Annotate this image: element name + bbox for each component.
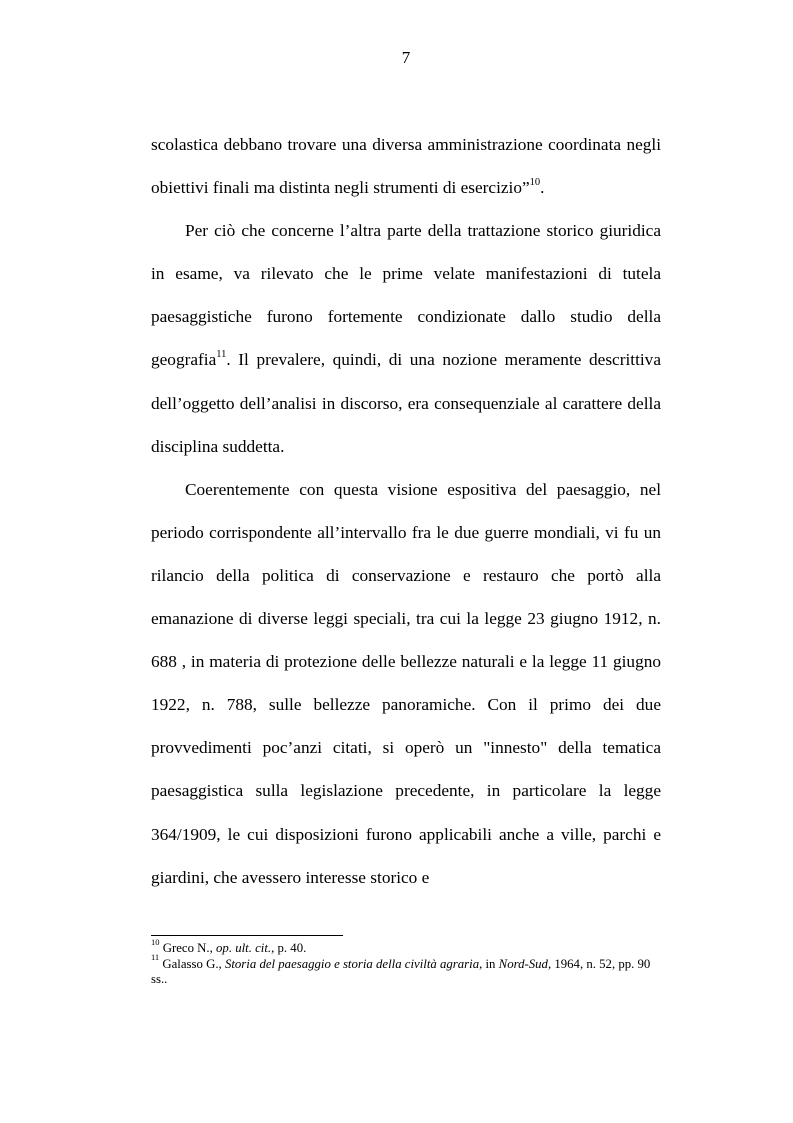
paragraph-leggi-speciali bbox=[151, 468, 661, 899]
paragraph-text: Coerentemente con questa visione espositiva del paesaggio, nel periodo corrispondente all’intervallo fra le due guerre mondiali, vi fu un rilancio della politica di conservazione e restauro che portò alla emanazione di diverse leggi speciali, tra cui la legge 23 giugno 1912, n. 688 , in materia di protezione delle bellezze naturali e la legge 11 giugno 1922, n. 788, sulle bellezze panoramiche. Con il primo dei due provvedimenti poc’anzi citati, si operò un "innesto" della tematica paesaggistica sulla legislazione precedente, in particolare la legge 364/1909, le cui disposizioni furono applicabili anche a ville, parchi e giardini, che avessero interesse storico e bbox=[151, 479, 661, 887]
footnote-separator bbox=[151, 935, 343, 936]
paragraph-geografia bbox=[151, 209, 661, 468]
footnote-rest: 1964, n. 52, pp. 90 ss.. bbox=[151, 956, 651, 987]
footnote-italic-journal: Nord-Sud, bbox=[498, 956, 552, 971]
footnote-ref-11: 11 bbox=[216, 349, 227, 361]
paragraph-continuation bbox=[151, 123, 661, 209]
footnote-author: Galasso G., bbox=[162, 956, 225, 971]
footnote-author: Greco N., bbox=[162, 941, 217, 955]
footnote-ref-10: 10 bbox=[529, 176, 541, 188]
footnote-11 bbox=[151, 952, 661, 988]
footnote-middle: in bbox=[482, 956, 499, 971]
paragraph-text-b: . Il prevalere, quindi, di una nozione meramente descrittiva dell’oggetto dell’analisi in discorso, era consequenziale al carattere della disciplina suddetta. bbox=[151, 350, 661, 456]
paragraph-tail: . bbox=[540, 178, 545, 198]
footnote-number: 10 bbox=[151, 936, 160, 947]
footnote-rest: p. 40. bbox=[274, 941, 307, 955]
page-number: 7 bbox=[401, 48, 411, 67]
paragraph-text: scolastica debbano trovare una diversa amministrazione coordinata negli obiettivi finali ma distinta negli strumenti di esercizio” bbox=[151, 135, 661, 198]
footnote-10 bbox=[151, 936, 661, 957]
footnote-number: 11 bbox=[151, 952, 160, 963]
footnote-italic-ref: op. ult. cit., bbox=[216, 941, 275, 955]
footnotes bbox=[151, 936, 661, 988]
footnote-italic-title: Storia del paesaggio e storia della civiltà agraria, bbox=[224, 956, 483, 971]
paragraph-text-a: Per ciò che concerne l’altra parte della trattazione storico giuridica in esame, va rilevato che le prime velate manifestazioni di tutela paesaggistiche furono fortemente condizionate dallo studio della geografia bbox=[151, 221, 661, 370]
main-text bbox=[151, 123, 661, 899]
